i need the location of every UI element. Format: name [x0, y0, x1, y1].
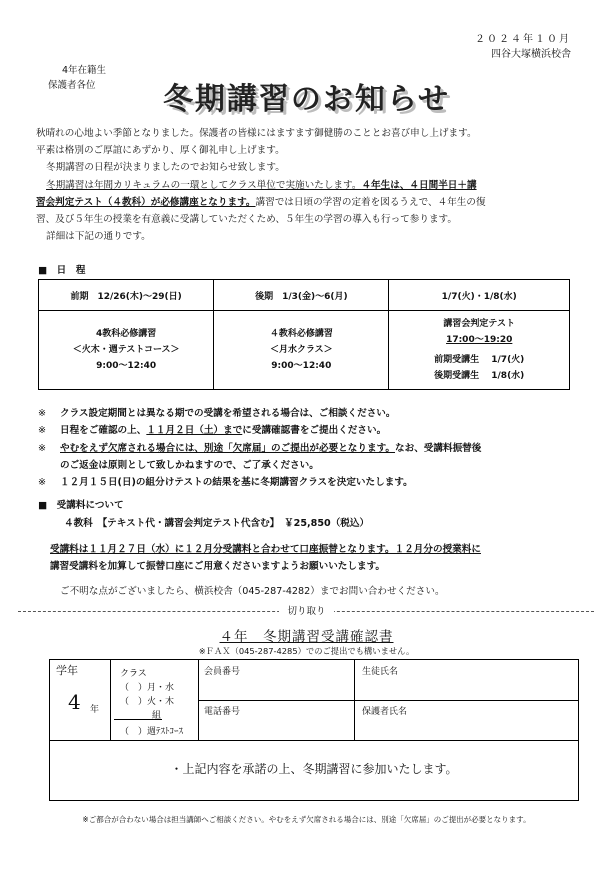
phone-number-field[interactable]: 電話番号 — [204, 707, 241, 717]
intro-line: 詳細は下記の通りです。 — [46, 231, 151, 243]
payment-notice — [50, 541, 590, 575]
fee-item: ４教科 【テキスト代・講習会判定テスト代含む】 ￥25,850（税込） — [64, 518, 370, 529]
schedule-head-test: 1/7(火)・1/8(水) — [389, 280, 570, 311]
form-title: ４年 冬期講習受講確認書 — [219, 629, 394, 645]
grade-unit: 年 — [90, 705, 100, 715]
confirmation-form — [49, 659, 579, 801]
course-class: ＜月水クラス＞ — [269, 345, 333, 355]
payment-line: 受講料は１１月２７日（水）に１２月分受講料と合わせて口座振替となります。１２月分の授業料に — [50, 544, 481, 555]
class-option-tuethu[interactable]: （ ）火・木 — [120, 697, 175, 707]
note-item: ※ １２月１５日(日)の組分けテストの結果を基に冬期講習クラスを決定いたします。 — [38, 477, 413, 489]
note-item: ※ やむをえず欠席される場合には、別途「欠席届」のご提出が必要となります。なお、受講料振替後 — [38, 442, 482, 454]
test-first-term: 前期受講生 1/7(火) — [434, 355, 525, 365]
note-item: ※ クラス設定期間とは異なる期での受講を希望される場合は、ご相談ください。 — [38, 408, 396, 419]
grade-value: 4 — [68, 690, 81, 714]
contact-line: ご不明な点がございましたら、横浜校舎（045-287-4282）までお問い合わせください。 — [60, 586, 445, 597]
course-name: ４教科必修講習 — [269, 329, 333, 339]
course-time: 9:00～12:40 — [271, 361, 332, 371]
test-second-term: 後期受講生 1/8(水) — [434, 371, 525, 381]
course-class: ＜火木・週テストコース＞ — [72, 345, 180, 355]
note-item: のご返金は原則として致しかねますので、ご了承ください。 — [60, 459, 319, 471]
page-title: 冬期講習のお知らせ — [162, 82, 451, 117]
intro-line: 習、及び５年生の授業を有意義に受講していただくため、５年生の学習の導入も行って参ります。 — [36, 214, 457, 226]
issue-date: ２０２４年１０月 — [475, 34, 571, 45]
schedule-cell-first — [39, 311, 214, 390]
intro-bold: ４年生は、４日間半日＋講 — [361, 179, 477, 191]
fax-note: ※ＦＡＸ（045-287-4285）でのご提出でも構いません。 — [198, 646, 415, 656]
schedule-table — [38, 279, 570, 390]
grade-label: 学年 — [56, 664, 78, 677]
schedule-head-second: 後期 1/3(金)～6(月) — [214, 280, 389, 311]
kumi-label: 組 — [152, 711, 162, 721]
fee-heading: ■ 受講料について — [38, 500, 124, 511]
intro-line — [36, 194, 581, 211]
footnote: ※ご都合が合わない場合は担当講師へご相談ください。やむをえず欠席される場合には、別途「欠席届」のご提出が必要となります。 — [82, 815, 531, 824]
class-option-weekly-test[interactable]: （ ）週ﾃｽﾄｺｰｽ — [120, 727, 184, 737]
course-time: 9:00～12:40 — [96, 361, 157, 371]
payment-line: 講習受講料を加算して振替口座にご用意くださいますようお願いいたします。 — [50, 561, 386, 572]
notes-list — [38, 405, 583, 491]
cut-label: 切り取り — [0, 603, 613, 617]
intro-text: 講習では日頃の学習の定着を図るうえで、４年生の復 — [255, 196, 486, 208]
guardian-name-field[interactable]: 保護者氏名 — [362, 707, 408, 717]
recipient-line-1: 4年在籍生 — [62, 65, 107, 76]
intro-line: 平素は格別のご厚誼にあずかり、厚く御礼申し上げます。 — [36, 145, 285, 157]
recipient-line-2: 保護者各位 — [48, 80, 96, 91]
intro-bold: 習会判定テスト（４教科）が必修講座となります。 — [36, 196, 256, 208]
schedule-head-first: 前期 12/26(木)～29(日) — [39, 280, 214, 311]
agreement-statement: ・上記内容を承諾の上、冬期講習に参加いたします。 — [170, 762, 458, 776]
intro-underlined: 冬期講習は年間カリキュラムの一環としてクラス単位で実施いたします。 — [46, 179, 362, 191]
student-name-field[interactable]: 生徒氏名 — [362, 667, 399, 677]
course-name: 4教科必修講習 — [95, 329, 157, 339]
note-item: ※ 日程をご確認の上、１１月２日（土）までに受講確認書をご提出ください。 — [38, 425, 387, 437]
intro-line — [36, 177, 581, 194]
schedule-cell-second — [214, 311, 389, 390]
intro-paragraph — [36, 125, 581, 245]
class-option-monwed[interactable]: （ ）月・水 — [120, 683, 175, 693]
schedule-heading: ■ 日 程 — [38, 265, 86, 276]
test-name: 講習会判定テスト — [443, 319, 516, 329]
intro-line: 冬期講習の日程が決まりましたのでお知らせ致します。 — [46, 162, 285, 174]
class-label: クラス — [120, 669, 147, 679]
intro-line: 秋晴れの心地よい季節となりました。保護者の皆様にはますます御健勝のこととお喜び申し上げます。 — [36, 128, 477, 139]
member-number-field[interactable]: 会員番号 — [204, 667, 241, 677]
school-name: 四谷大塚横浜校舎 — [491, 49, 571, 60]
schedule-cell-test — [389, 311, 570, 390]
test-time: 17:00～19:20 — [446, 335, 513, 345]
